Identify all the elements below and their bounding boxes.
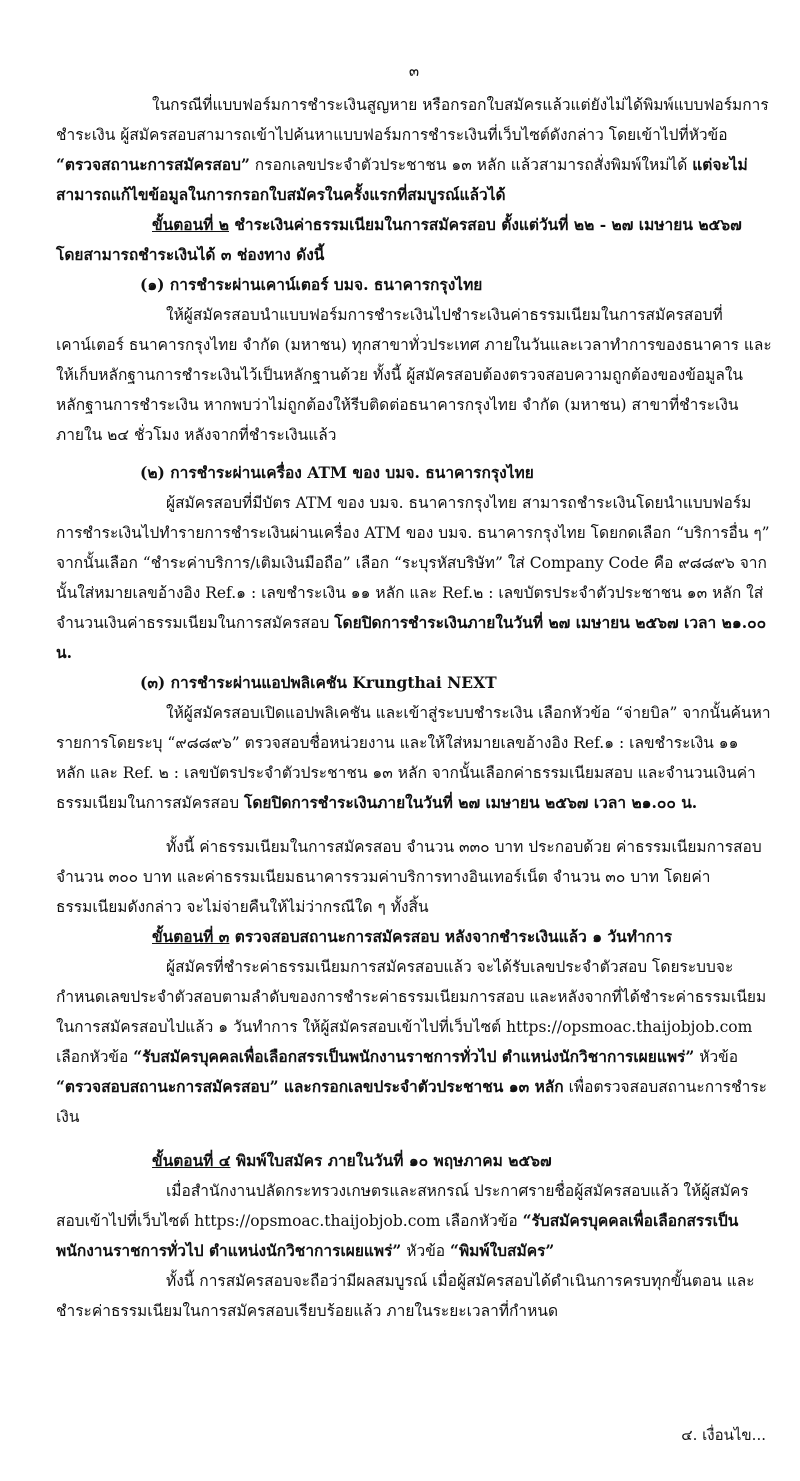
lost-form-text: ในกรณีที่แบบฟอร์มการชำระเงินสูญหาย หรือกรอกใบสมัครแล้วแต่ยังไม่ได้พิมพ์แบบฟอร์มการชำระเงิน ผู้สมัครสอบสามารถเข้าไปค้นหาแบบฟอร์มการชำระเงินที่เว็บไซต์ดังกล่าว โดยเข้าไปที่หัวข้อ xyxy=(56,96,769,144)
method-2-text: ผู้สมัครสอบที่มีบัตร ATM ของ บมจ. ธนาคารกรุงไทย สามารถชำระเงินโดยนำแบบฟอร์มการชำระเงินไปทำรายการชำระเงินผ่านเครื่อง ATM ของ บมจ. ธนาคารกรุงไทย โดยกดเลือก “บริการอื่น ๆ” จากนั้นเลือก “ชำระค่าบริการ/เติมเงินมือถือ” เลือก “ระบุรหัสบริษัท” ใส่ Company Code คือ ๙๘๘๙๖ จากนั้นใส่หมายเลขอ้างอิง Ref.๑ : เลขชำระเงิน ๑๑ หลัก และ Ref.๒ : เลขบัตรประจำตัวประชาชน ๑๓ หลัก ใส่จำนวนเงินค่าธรรมเนียมในการสมัครสอบ xyxy=(56,494,770,632)
step-2-heading xyxy=(56,210,772,240)
method-2-deadline: โดยปิดการชำระเงินภายในวันที่ ๒๗ เมษายน ๒๕๖๗ เวลา ๒๑.๐๐ น. xyxy=(56,613,767,662)
step-4-label: ขั้นตอนที่ ๔ xyxy=(152,1151,231,1170)
step-3-heading xyxy=(56,922,772,952)
method-1-title: (๑) การชำระผ่านเคาน์เตอร์ บมจ. ธนาคารกรุงไทย xyxy=(140,275,483,294)
step-4-title: พิมพ์ใบสมัคร ภายในวันที่ ๑๐ พฤษภาคม ๒๕๖๗ xyxy=(230,1151,552,1170)
step-4-body xyxy=(56,1176,772,1266)
fee-paragraph: ทั้งนี้ ค่าธรรมเนียมในการสมัครสอบ จำนวน ๓๓๐ บาท ประกอบด้วย ค่าธรรมเนียมการสอบ จำนวน ๓๐๐ บาท และค่าธรรมเนียมธนาคารรวมค่าบริการทางอินเทอร์เน็ต จำนวน ๓๐ บาท โดยค่าธรรมเนียมดังกล่าว จะไม่จ่ายคืนให้ไม่ว่ากรณีใด ๆ ทั้งสิ้น xyxy=(56,838,762,916)
page-number: ๓ xyxy=(408,62,420,80)
method-2-title: (๒) การชำระผ่านเครื่อง ATM ของ บมจ. ธนาคารกรุงไทย xyxy=(140,463,534,482)
lost-form-paragraph xyxy=(56,90,772,210)
step-4-text: เมื่อสำนักงานปลัดกระทรวงเกษตรและสหกรณ์ ประกาศรายชื่อผู้สมัครสอบแล้ว ให้ผู้สมัครสอบเข้าไปที่เว็บไซต์ https://opsmoac.thaijobjob.com เลือกหัวข้อ xyxy=(56,1182,749,1230)
step-3-check-status: “ตรวจสอบสถานะการสมัครสอบ” และกรอกเลขประจำตัวประชาชน ๑๓ หลัก xyxy=(56,1077,564,1096)
step-4-print-form: “พิมพ์ใบสมัคร” xyxy=(450,1241,555,1260)
step-4-topic: “รับสมัครบุคคลเพื่อเลือกสรรเป็นพนักงานราชการทั่วไป ตำแหน่งนักวิชาการเผยแพร่” xyxy=(56,1211,739,1260)
next-page-continuation: ๔. เงื่อนไข... xyxy=(681,1426,766,1444)
method-2-body xyxy=(56,488,772,668)
check-status-heading: “ตรวจสถานะการสมัครสอบ” xyxy=(56,155,250,174)
method-3-deadline: โดยปิดการชำระเงินภายในวันที่ ๒๗ เมษายน ๒๕๖๗ เวลา ๒๑.๐๐ น. xyxy=(244,793,698,812)
method-1-body: ให้ผู้สมัครสอบนำแบบฟอร์มการชำระเงินไปชำระเงินค่าธรรมเนียมในการสมัครสอบที่เคาน์เตอร์ ธนาคารกรุงไทย จำกัด (มหาชน) ทุกสาขาทั่วประเทศ ภายในวันและเวลาทำการของธนาคาร และให้เก็บหลักฐานการชำระเงินไว้เป็นหลักฐานด้วย ทั้งนี้ ผู้สมัครสอบต้องตรวจสอบความถูกต้องของข้อมูลในหลักฐานการชำระเงิน หากพบว่าไม่ถูกต้องให้รีบติดต่อธนาคารกรุงไทย จำกัด (มหาชน) สาขาที่ชำระเงินภายใน ๒๔ ชั่วโมง หลังจากที่ชำระเงินแล้ว xyxy=(56,306,772,444)
step-3-topic: “รับสมัครบุคคลเพื่อเลือกสรรเป็นพนักงานราชการทั่วไป ตำแหน่งนักวิชาการเผยแพร่” xyxy=(133,1047,695,1066)
step-3-mid: หัวข้อ xyxy=(694,1048,739,1066)
method-3-text: ให้ผู้สมัครสอบเปิดแอปพลิเคชัน และเข้าสู่ระบบชำระเงิน เลือกหัวข้อ “จ่ายบิล” จากนั้นค้นหารายการโดยระบุ “๙๘๘๙๖” ตรวจสอบชื่อหน่วยงาน และให้ใส่หมายเลขอ้างอิง Ref.๑ : เลขชำระเงิน ๑๑ หลัก และ Ref. ๒ : เลขบัตรประจำตัวประชาชน ๑๓ หลัก จากนั้นเลือกค่าธรรมเนียมสอบ และจำนวนเงินค่าธรรมเนียมในการสมัครสอบ xyxy=(56,704,771,812)
step-3-tail: เพื่อตรวจสอบสถานะการชำระเงิน xyxy=(56,1078,767,1126)
step-4-heading xyxy=(56,1146,772,1176)
step-3-body xyxy=(56,952,772,1132)
step-2-title: ชำระเงินค่าธรรมเนียมในการสมัครสอบ ตั้งแต่วันที่ ๒๒ - ๒๗ เมษายน ๒๕๖๗ xyxy=(229,215,742,234)
step-3-label: ขั้นตอนที่ ๓ xyxy=(152,927,230,946)
no-edit-notice: แต่จะไม่สามารถแก้ไขข้อมูลในการกรอกใบสมัครในครั้งแรกที่สมบูรณ์แล้วได้ xyxy=(56,155,748,204)
step-2-label: ขั้นตอนที่ ๒ xyxy=(152,215,229,234)
step-4-mid: หัวข้อ xyxy=(401,1242,451,1260)
lost-form-tail: กรอกเลขประจำตัวประชาชน ๑๓ หลัก แล้วสามารถสั่งพิมพ์ใหม่ได้ xyxy=(249,156,688,174)
final-paragraph: ทั้งนี้ การสมัครสอบจะถือว่ามีผลสมบูรณ์ เมื่อผู้สมัครสอบได้ดำเนินการครบทุกขั้นตอน และชำระค่าธรรมเนียมในการสมัครสอบเรียบร้อยแล้ว ภายในระยะเวลาที่กำหนด xyxy=(56,1272,755,1320)
step-3-title: ตรวจสอบสถานะการสมัครสอบ หลังจากชำระเงินแล้ว ๑ วันทำการ xyxy=(229,927,673,946)
step-3-text: ผู้สมัครที่ชำระค่าธรรมเนียมการสมัครสอบแล้ว จะได้รับเลขประจำตัวสอบ โดยระบบจะกำหนดเลขประจำตัวสอบตามลำดับของการชำระค่าธรรมเนียมการสอบ และหลังจากที่ได้ชำระค่าธรรมเนียมในการสมัครสอบไปแล้ว ๑ วันทำการ ให้ผู้สมัครสอบเข้าไปที่เว็บไซต์ https://opsmoac.thaijobjob.com เลือกหัวข้อ xyxy=(56,958,767,1066)
method-3-title: (๓) การชำระผ่านแอปพลิเคชัน Krungthai NEXT xyxy=(140,673,497,692)
method-3-body xyxy=(56,698,772,818)
step-2-subtitle: โดยสามารถชำระเงินได้ ๓ ช่องทาง ดังนี้ xyxy=(56,245,325,264)
